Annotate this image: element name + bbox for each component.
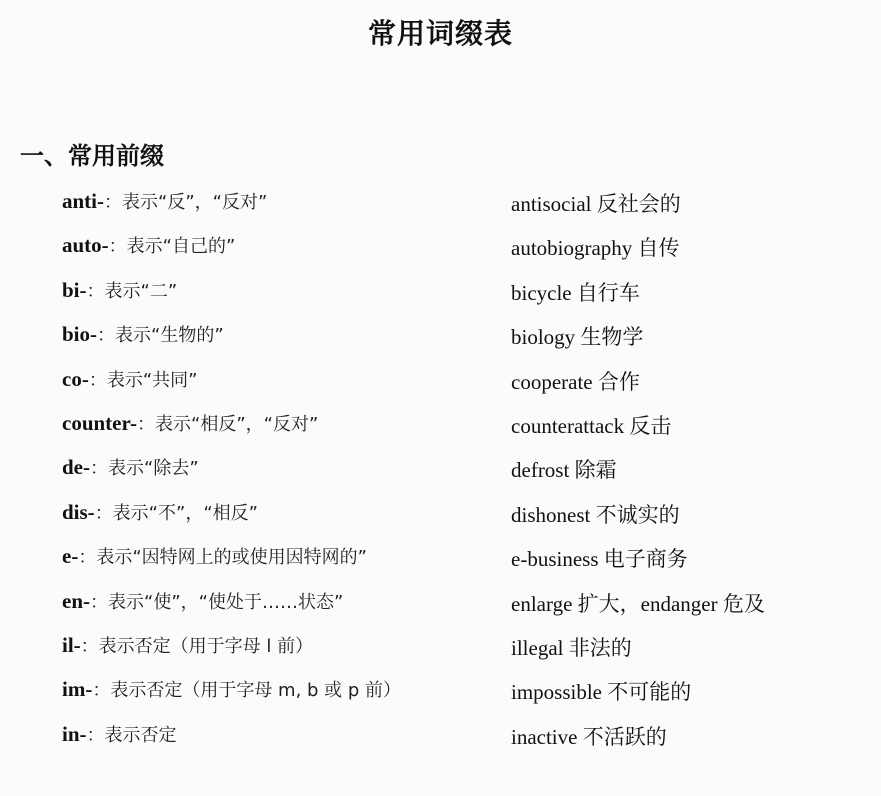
prefix-definition [62,232,235,258]
list-item [0,495,881,539]
prefix-example: e-business 电子商务 [511,547,688,572]
prefix-term: in- [62,721,87,746]
prefix-list [0,184,881,761]
prefix-definition [62,277,177,303]
prefix-definition [62,676,401,702]
list-item [0,717,881,761]
prefix-term: bi- [62,277,87,302]
prefix-meaning: ：表示否定 [86,724,177,746]
list-item [0,539,881,583]
prefix-meaning: ：表示“反”，“反对” [104,192,268,213]
section-heading: 一、常用前缀 [20,142,164,170]
prefix-example: antisocial 反社会的 [511,192,681,216]
prefix-definition [62,543,367,569]
prefix-meaning: ：表示“相反”，“反对” [137,413,319,435]
prefix-meaning: ：表示“使”，“使处于……状态” [90,591,344,613]
prefix-definition [62,454,199,480]
prefix-term: counter- [62,410,138,435]
prefix-definition [62,588,343,614]
prefix-example: autobiography 自传 [511,236,680,261]
prefix-meaning: ：表示“共同” [88,369,198,391]
prefix-example: illegal 非法的 [511,635,632,660]
prefix-term: co- [62,366,89,391]
prefix-meaning: ：表示“除去” [90,458,199,480]
prefix-definition [62,721,177,747]
prefix-meaning: ：表示否定（用于字母 l 前） [80,635,314,657]
prefix-term: im- [62,677,93,702]
prefix-definition [62,499,258,525]
prefix-definition [62,321,224,347]
prefix-meaning: ：表示“生物的” [97,325,224,347]
prefix-definition [62,188,267,214]
prefix-meaning: ：表示“二” [86,280,178,302]
prefix-definition [62,632,313,658]
prefix-definition [62,410,318,436]
prefix-definition [62,366,197,392]
list-item [0,406,881,450]
prefix-term: de- [62,455,90,480]
prefix-example: bicycle 自行车 [511,280,640,305]
list-item [0,228,881,272]
list-item [0,362,881,406]
prefix-term: dis- [62,499,95,524]
list-item [0,628,881,672]
prefix-example: cooperate 合作 [511,369,640,394]
prefix-example: dishonest 不诚实的 [511,502,680,527]
prefix-term: en- [62,588,90,613]
prefix-example: counterattack 反击 [511,413,672,438]
prefix-example: defrost 除霜 [511,458,617,483]
prefix-meaning: ：表示“自己的” [108,236,236,258]
list-item [0,450,881,494]
prefix-term: il- [62,632,81,657]
prefix-term: e- [62,544,79,569]
list-item [0,584,881,628]
prefix-term: anti- [62,189,104,213]
prefix-example: enlarge 扩大，endanger 危及 [511,591,765,616]
list-item [0,273,881,317]
list-item [0,184,881,228]
list-item [0,672,881,716]
prefix-term: bio- [62,322,98,347]
prefix-meaning: ：表示“不”，“相反” [94,502,258,524]
prefix-example: inactive 不活跃的 [511,724,667,749]
prefix-meaning: ：表示否定（用于字母 m, b 或 p 前） [92,680,402,702]
prefix-term: auto- [62,233,109,258]
prefix-meaning: ：表示“因特网上的或使用因特网的” [78,547,367,569]
list-item [0,317,881,361]
page-title: 常用词缀表 [367,17,513,50]
prefix-example: impossible 不可能的 [511,680,692,705]
prefix-example: biology 生物学 [511,325,644,350]
